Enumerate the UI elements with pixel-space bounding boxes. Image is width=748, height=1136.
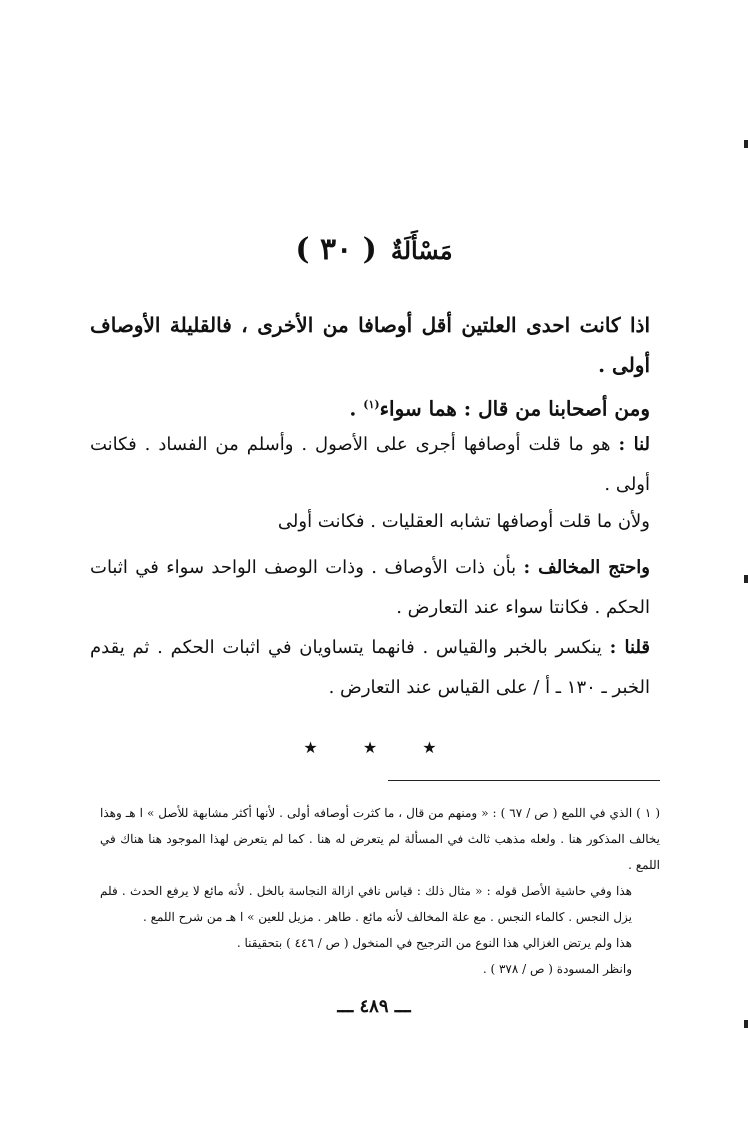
paragraph-1-text: اذا كانت احدى العلتين أقل أوصافا من الأخرى ، فالقليلة الأوصاف أولى .	[90, 313, 650, 377]
footnotes	[100, 800, 660, 982]
footnote-3: هذا ولم يرتض الغزالي هذا النوع من الترجيح في المنخول ( ص / ٤٤٦ ) بتحقيقنا .	[236, 936, 632, 950]
paragraph-5-text: بأن ذات الأوصاف . وذات الوصف الواحد سواء في اثبات الحكم . فكانتا سواء عند التعارض .	[90, 557, 650, 618]
paragraph-2-text: ومن أصحابنا من قال : هما سواء	[379, 396, 650, 421]
issue-heading	[0, 228, 748, 273]
footnote-4: وانظر المسودة ( ص / ٣٧٨ ) .	[482, 962, 632, 976]
paragraph-1	[90, 305, 650, 385]
paragraph-6-lead: قلنا :	[609, 637, 651, 658]
scan-edge-mark	[744, 1020, 748, 1028]
paragraph-4	[90, 502, 650, 542]
paragraph-6-text: ينكسر بالخبر والقياس . فانهما يتساويان في اثبات الحكم . ثم يقدم الخبر ـ ١٣٠ ـ أ / على القياس عند التعارض .	[90, 637, 650, 698]
heading-number: ( ٣٠ )	[295, 232, 377, 267]
paragraph-3-text: هو ما قلت أوصافها أجرى على الأصول . وأسلم من الفساد . فكانت أولى .	[90, 434, 650, 495]
footnote-2: هذا وفي حاشية الأصل قوله : « مثال ذلك : قياس نافي ازالة النجاسة بالخل . لأنه مائع لا يرفع الحدث . فلم يزل النجس . كالماء النجس . مع علة المخالف لأنه مائع . طاهر . مزيل للعين » ا هـ من شرح اللمع .	[100, 884, 632, 924]
paragraph-3	[90, 425, 650, 505]
paragraph-4-text: ولأن ما قلت أوصافها تشابه العقليات . فكانت أولى	[277, 511, 650, 532]
page-number: ـــ ٤٨٩ ـــ	[337, 996, 411, 1017]
section-separator: ★ ★ ★	[303, 738, 457, 757]
paragraph-6	[90, 628, 650, 708]
scan-edge-mark	[744, 575, 748, 583]
scan-edge-mark	[744, 140, 748, 148]
paragraph-5-lead: واحتج المخالف :	[523, 557, 650, 578]
paragraph-3-lead: لنا :	[618, 434, 651, 455]
paragraph-2-tail: .	[349, 396, 364, 421]
footnote-1: ( ١ ) الذي في اللمع ( ص / ٦٧ ) : « ومنهم من قال ، ما كثرت أوصافه أولى . لأنها أكثر مشابهة للأصل » ا هـ وهذا يخالف المذكور هنا . ولعله مذهب ثالث في المسألة لم يتعرض له هنا . كما لم يتعرض لهذا الموجود هنا هناك في اللمع .	[100, 806, 661, 872]
footnote-ref[interactable]: (١)	[363, 398, 380, 411]
paragraph-5	[90, 548, 650, 628]
heading-word: مَسْأَلَةٌ	[390, 236, 453, 265]
paragraph-2	[90, 385, 650, 429]
footnote-divider	[388, 780, 660, 781]
